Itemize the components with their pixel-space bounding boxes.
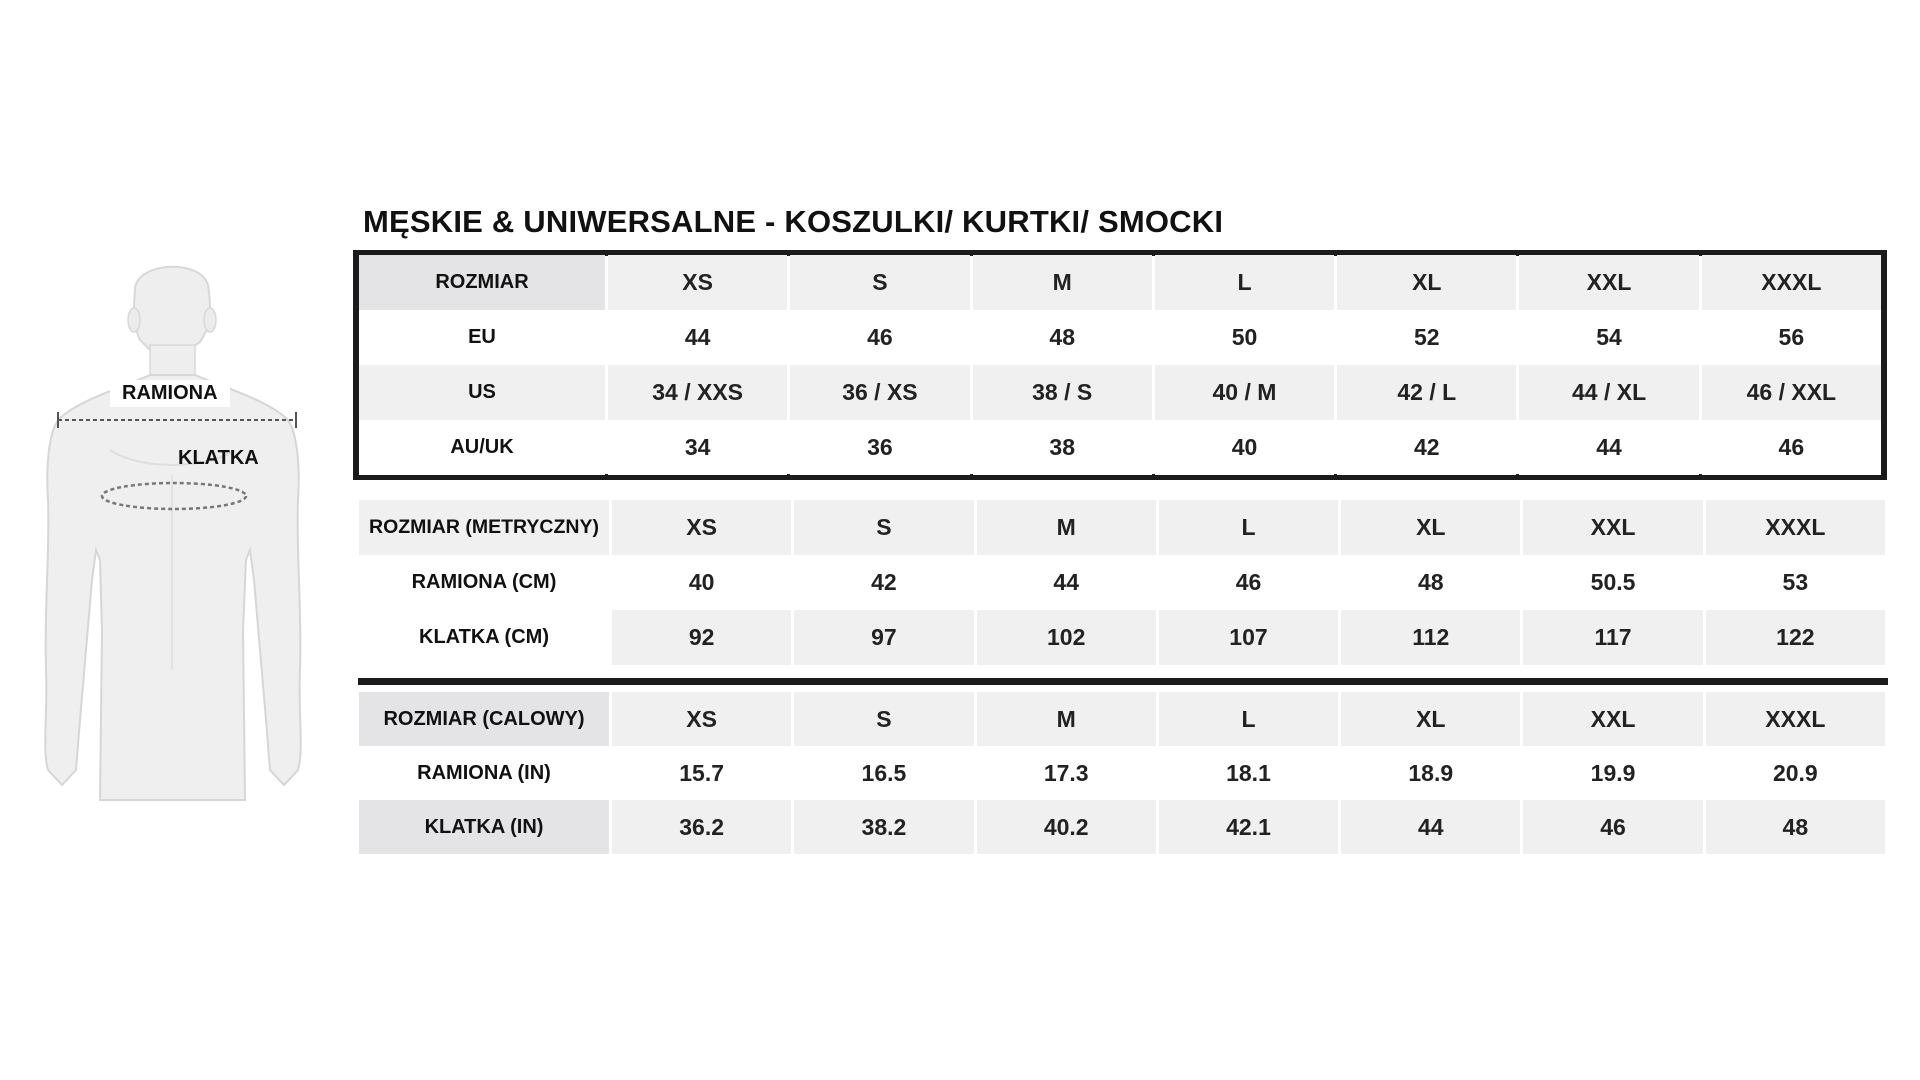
table-cell: 122 <box>1706 610 1885 665</box>
metric-size-table <box>356 500 1888 665</box>
table-cell: 36 / XS <box>790 365 969 420</box>
table-cell: 42.1 <box>1159 800 1338 854</box>
table-cell: 50.5 <box>1523 555 1702 610</box>
size-header: L <box>1159 692 1338 746</box>
table-cell: 18.1 <box>1159 746 1338 800</box>
size-header: XL <box>1341 692 1520 746</box>
size-header: M <box>977 500 1156 555</box>
size-header: XS <box>612 500 791 555</box>
table-cell: 44 <box>1519 420 1698 475</box>
table-cell: 38 / S <box>973 365 1152 420</box>
row-label: US <box>359 365 605 420</box>
table-cell: 52 <box>1337 310 1516 365</box>
imperial-size-table <box>356 692 1888 854</box>
body-silhouette-icon <box>40 250 310 810</box>
chest-label: KLATKA <box>178 447 259 469</box>
size-header: L <box>1155 255 1334 310</box>
table-cell: 34 / XXS <box>608 365 787 420</box>
size-header: L <box>1159 500 1338 555</box>
size-header: XXXL <box>1706 500 1885 555</box>
table-cell: 38 <box>973 420 1152 475</box>
table-cell: 20.9 <box>1706 746 1885 800</box>
size-header: XL <box>1341 500 1520 555</box>
table-row <box>359 555 1885 610</box>
table-cell: 38.2 <box>794 800 973 854</box>
table-cell: 36.2 <box>612 800 791 854</box>
header-label: ROZMIAR <box>359 255 605 310</box>
table-cell: 102 <box>977 610 1156 665</box>
table-cell: 48 <box>973 310 1152 365</box>
table-cell: 19.9 <box>1523 746 1702 800</box>
table-cell: 18.9 <box>1341 746 1520 800</box>
table-header-row <box>359 692 1885 746</box>
size-conversion-table <box>356 255 1884 475</box>
size-header: S <box>790 255 969 310</box>
size-header: S <box>794 692 973 746</box>
row-label: RAMIONA (IN) <box>359 746 609 800</box>
table-cell: 42 <box>1337 420 1516 475</box>
size-header: M <box>973 255 1152 310</box>
table-cell: 44 <box>1341 800 1520 854</box>
table-cell: 42 <box>794 555 973 610</box>
table-cell: 53 <box>1706 555 1885 610</box>
table-cell: 16.5 <box>794 746 973 800</box>
table-cell: 97 <box>794 610 973 665</box>
size-header: XXL <box>1523 692 1702 746</box>
table-cell: 15.7 <box>612 746 791 800</box>
size-header: M <box>977 692 1156 746</box>
size-header: S <box>794 500 973 555</box>
table-row <box>359 310 1881 365</box>
table-cell: 46 <box>1523 800 1702 854</box>
size-header: XXXL <box>1706 692 1885 746</box>
table-header-row <box>359 500 1885 555</box>
table-cell: 34 <box>608 420 787 475</box>
table-cell: 107 <box>1159 610 1338 665</box>
body-measurement-figure <box>40 250 310 810</box>
table-cell: 40 / M <box>1155 365 1334 420</box>
table-cell: 40 <box>612 555 791 610</box>
row-label: KLATKA (IN) <box>359 800 609 854</box>
table-row <box>359 420 1881 475</box>
table-cell: 40.2 <box>977 800 1156 854</box>
table-row <box>359 610 1885 665</box>
size-header: XL <box>1337 255 1516 310</box>
page-title: MĘSKIE & UNIWERSALNE - KOSZULKI/ KURTKI/ SMOCKI <box>363 204 1224 239</box>
table-cell: 92 <box>612 610 791 665</box>
table-cell: 42 / L <box>1337 365 1516 420</box>
table-cell: 56 <box>1702 310 1881 365</box>
row-label: EU <box>359 310 605 365</box>
table-cell: 117 <box>1523 610 1702 665</box>
table-cell: 17.3 <box>977 746 1156 800</box>
table-cell: 44 <box>977 555 1156 610</box>
header-label: ROZMIAR (CALOWY) <box>359 692 609 746</box>
section-divider <box>358 678 1888 685</box>
table-row <box>359 746 1885 800</box>
table-cell: 44 <box>608 310 787 365</box>
table-cell: 46 <box>1702 420 1881 475</box>
size-header: XXL <box>1519 255 1698 310</box>
table-cell: 40 <box>1155 420 1334 475</box>
table-row <box>359 365 1881 420</box>
table-cell: 44 / XL <box>1519 365 1698 420</box>
size-header: XS <box>612 692 791 746</box>
row-label: AU/UK <box>359 420 605 475</box>
table-cell: 48 <box>1341 555 1520 610</box>
table-cell: 46 / XXL <box>1702 365 1881 420</box>
size-header: XXXL <box>1702 255 1881 310</box>
table-cell: 46 <box>1159 555 1338 610</box>
size-header: XS <box>608 255 787 310</box>
table-cell: 112 <box>1341 610 1520 665</box>
table-cell: 48 <box>1706 800 1885 854</box>
shoulder-label: RAMIONA <box>110 380 230 407</box>
header-label: ROZMIAR (METRYCZNY) <box>359 500 609 555</box>
row-label: RAMIONA (CM) <box>359 555 609 610</box>
table-header-row <box>359 255 1881 310</box>
table-row <box>359 800 1885 854</box>
table-cell: 46 <box>790 310 969 365</box>
size-header: XXL <box>1523 500 1702 555</box>
table-cell: 50 <box>1155 310 1334 365</box>
table-cell: 36 <box>790 420 969 475</box>
row-label: KLATKA (CM) <box>359 610 609 665</box>
table-cell: 54 <box>1519 310 1698 365</box>
